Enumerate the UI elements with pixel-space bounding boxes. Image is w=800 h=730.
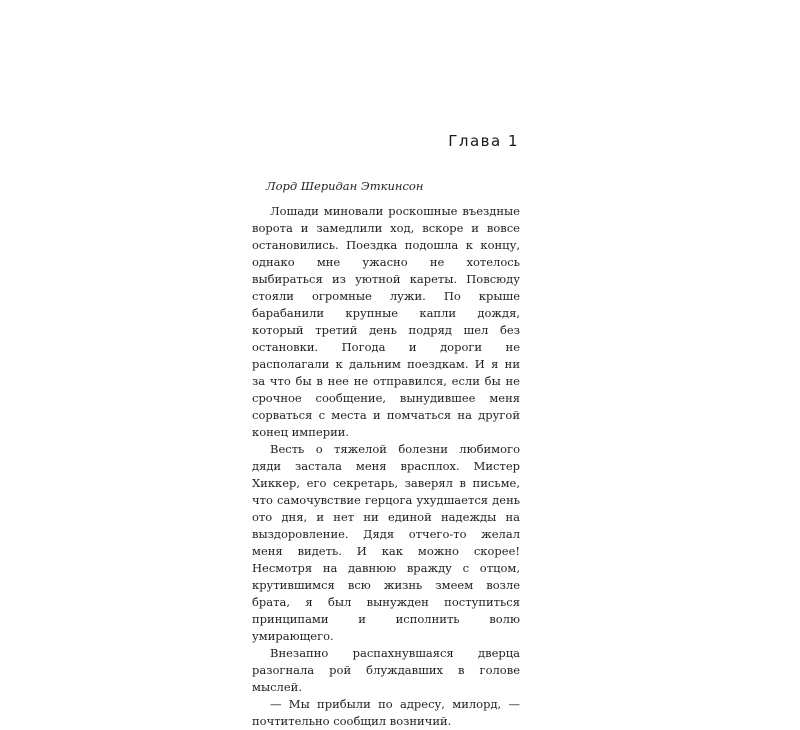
chapter-title: Глава 1 <box>448 132 519 150</box>
paragraph-4: — Мы прибыли по адресу, милорд, — почтительно сообщил возничий. <box>252 697 520 728</box>
paragraph-3: Внезапно распахнувшаяся дверца разогнала рой блуждавших в голове мыслей. <box>252 646 520 694</box>
paragraph-2: Весть о тяжелой болезни любимого дяди застала меня врасплох. Мистер Хиккер, его секретарь, заверял в письме, что самочувствие герцога ухудшается день ото дня, и нет ни единой надежды на выздоровление. Дядя отчего-то желал меня видеть. И как можно скорее! Несмотря на давнюю вражду с отцом, крутившимся всю жизнь змеем возле брата, я был вынужден поступиться принципами и исполнить волю умирающего. <box>252 442 520 643</box>
chapter-text <box>252 178 520 730</box>
paragraph-1: Лошади миновали роскошные въездные ворота и замедлили ход, вскоре и вовсе остановились. Поездка подошла к концу, однако мне ужасно не хотелось выбираться из уютной кареты. Повсюду стояли огромные лужи. По крыше барабанили крупные капли дождя, который третий день подряд шел без остановки. Погода и дороги не располагали к дальним поездкам. И я ни за что бы в нее не отправился, если бы не срочное сообщение, вынудившее меня сорваться с места и помчаться на другой конец империи. <box>252 204 520 439</box>
pov-character-name: Лорд Шеридан Эткинсон <box>266 179 424 193</box>
